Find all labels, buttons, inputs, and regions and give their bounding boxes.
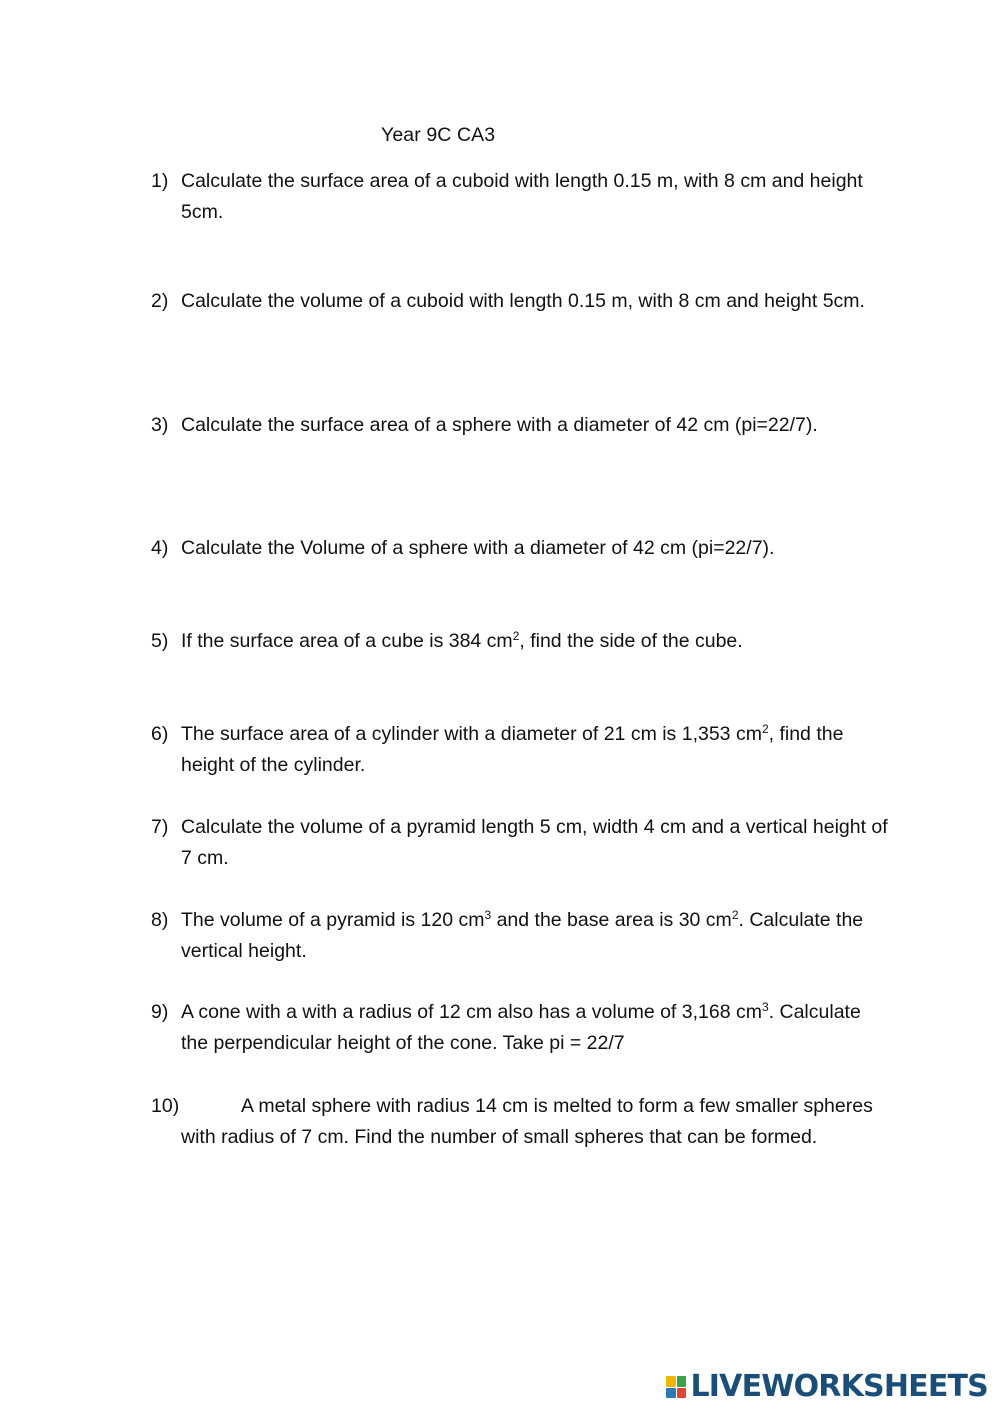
logo-tile	[666, 1376, 676, 1387]
logo-tile	[666, 1388, 676, 1399]
question-number: 1)	[151, 170, 169, 192]
question-number: 4)	[151, 537, 169, 559]
question-text-part: , find the height of the cylinder.	[181, 723, 844, 776]
question-text-part: The surface area of a cylinder with a diameter of 21 cm is 1,353 cm	[181, 723, 762, 745]
question-text-part: and the base area is 30 cm	[491, 909, 732, 931]
superscript: 2	[731, 908, 739, 922]
liveworksheets-logo-icon	[666, 1376, 686, 1398]
logo-tile	[677, 1388, 687, 1399]
question-text	[181, 905, 891, 967]
question-text-part: A metal sphere with radius 14 cm is melted to form a few smaller spheres with radius of 7 cm. Find the number of small spheres that can be formed.	[181, 1095, 873, 1148]
question-number: 8)	[151, 909, 169, 931]
question-text: Calculate the volume of a cuboid with length 0.15 m, with 8 cm and height 5cm.	[181, 290, 865, 312]
superscript: 2	[761, 722, 769, 736]
question-text-part: The volume of a pyramid is 120 cm	[181, 909, 485, 931]
liveworksheets-brand	[666, 1370, 988, 1404]
question-4	[151, 533, 891, 564]
question-text: Calculate the volume of a pyramid length 5 cm, width 4 cm and a vertical height of 7 cm.	[181, 816, 888, 869]
question-text: Calculate the surface area of a cuboid with length 0.15 m, with 8 cm and height 5cm.	[181, 170, 863, 223]
question-1	[151, 166, 891, 228]
question-text: Calculate the surface area of a sphere with a diameter of 42 cm (pi=22/7).	[181, 414, 818, 436]
worksheet-title: Year 9C CA3	[381, 124, 496, 146]
logo-tile	[677, 1376, 687, 1387]
question-3	[151, 410, 891, 441]
question-text-part: A cone with a with a radius of 12 cm also has a volume of 3,168 cm	[181, 1001, 762, 1023]
question-2	[151, 286, 891, 317]
question-text: Calculate the Volume of a sphere with a diameter of 42 cm (pi=22/7).	[181, 537, 775, 559]
question-6	[151, 719, 891, 781]
question-text	[181, 626, 891, 657]
question-7	[151, 812, 891, 874]
question-text	[181, 997, 891, 1059]
question-text	[181, 719, 891, 781]
question-text-part: . Calculate the perpendicular height of the cone. Take pi = 22/7	[181, 1001, 861, 1054]
question-5	[151, 626, 891, 657]
superscript: 3	[761, 1000, 769, 1014]
superscript: 3	[484, 908, 492, 922]
question-9	[151, 997, 891, 1059]
question-text-part: If the surface area of a cube is 384 cm	[181, 630, 513, 652]
question-8	[151, 905, 891, 967]
superscript: 2	[512, 629, 520, 643]
question-text-part: . Calculate the vertical height.	[181, 909, 864, 962]
question-10	[151, 1091, 891, 1153]
question-number: 6)	[151, 723, 169, 745]
question-number: 7)	[151, 816, 169, 838]
question-number: 10)	[151, 1095, 180, 1117]
question-text	[181, 1091, 891, 1153]
question-number: 3)	[151, 414, 169, 436]
question-text-part: , find the side of the cube.	[519, 630, 743, 652]
question-number: 9)	[151, 1001, 169, 1023]
question-number: 5)	[151, 630, 169, 652]
question-number: 2)	[151, 290, 169, 312]
brand-wordmark: LIVEWORKSHEETS	[690, 1369, 988, 1404]
